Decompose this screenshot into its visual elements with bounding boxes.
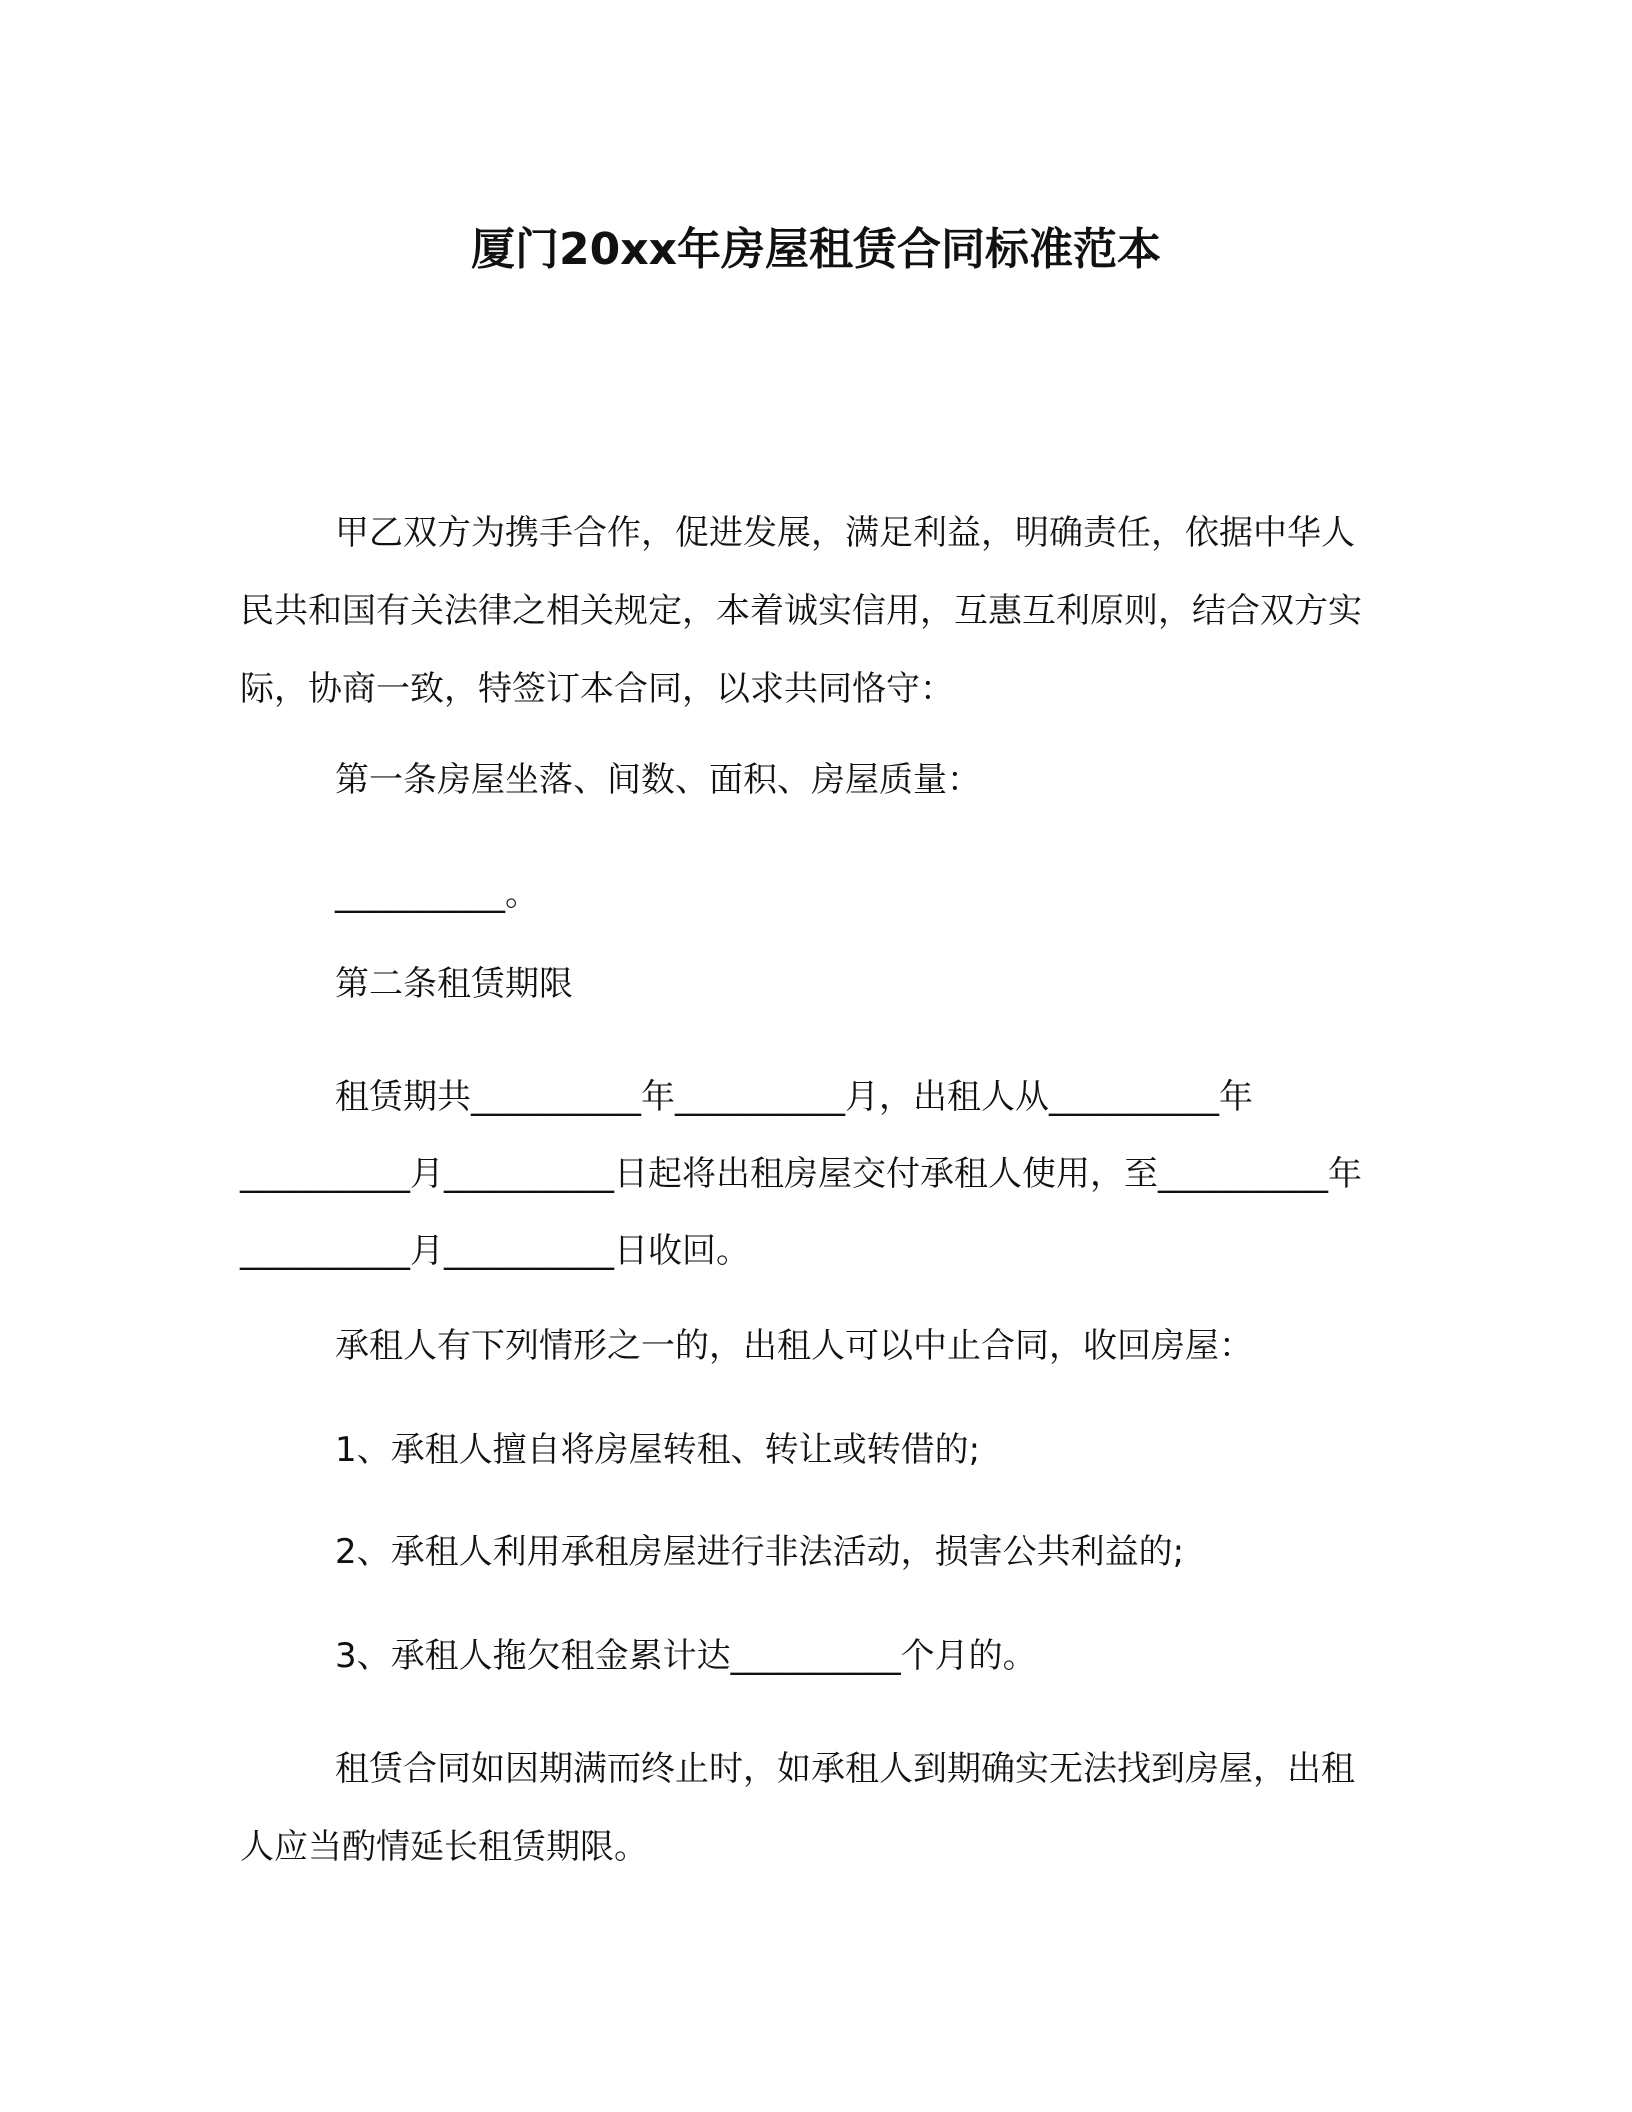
- lease-extension-paragraph: 租赁合同如因期满而终止时，如承租人到期确实无法找到房屋，出租人应当酌情延长租赁期限。: [240, 1749, 1355, 1867]
- condition-item-3: 3、承租人拖欠租金累计达__________个月的。: [335, 1636, 1037, 1676]
- article-one-heading: 第一条房屋坐落、间数、面积、房屋质量：: [335, 760, 981, 800]
- article-two-heading: 第二条租赁期限: [335, 964, 573, 1004]
- lease-term-paragraph: 租赁期共__________年__________月，出租人从__________年__________月__________日起将出租房屋交付承租人使用，至__________年__________月__________日收回。: [240, 1077, 1362, 1271]
- condition-item-2: 2、承租人利用承租房屋进行非法活动，损害公共利益的;: [335, 1532, 1185, 1572]
- document-title: 厦门20xx年房屋租赁合同标准范本: [471, 224, 1161, 275]
- article-one-blank: __________。: [335, 874, 539, 914]
- termination-conditions-intro: 承租人有下列情形之一的，出租人可以中止合同，收回房屋：: [335, 1326, 1253, 1366]
- condition-item-1: 1、承租人擅自将房屋转租、转让或转借的;: [335, 1430, 981, 1470]
- intro-paragraph: 甲乙双方为携手合作，促进发展，满足利益，明确责任，依据中华人民共和国有关法律之相关规定，本着诚实信用，互惠互利原则，结合双方实际，协商一致，特签订本合同，以求共同恪守：: [240, 513, 1362, 709]
